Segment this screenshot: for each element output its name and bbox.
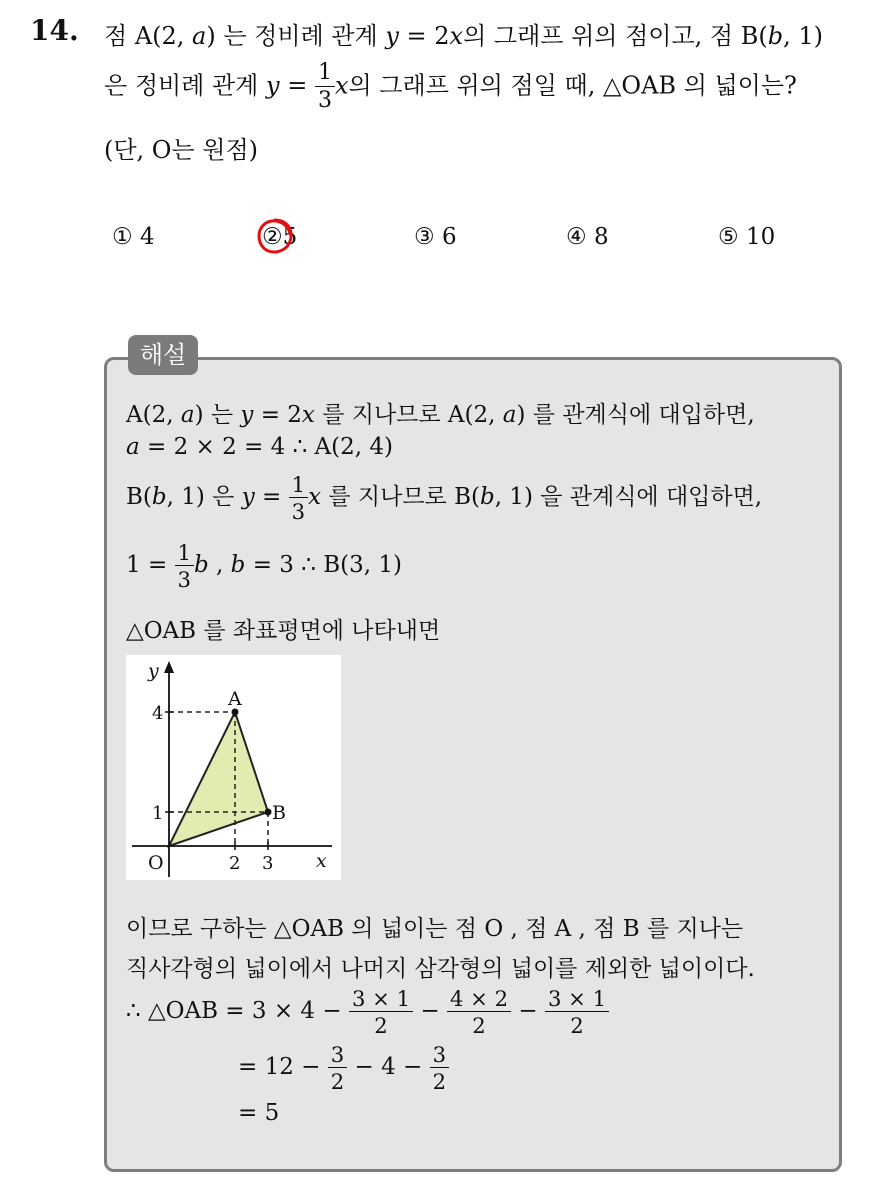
choice-marker: ①	[112, 224, 133, 250]
fraction: $\frac{3 \times 1}{2}$	[545, 988, 609, 1036]
label-tick-y1: 1	[152, 803, 164, 824]
fraction-one-third: $\frac{1}{3}$	[315, 62, 335, 112]
choice-value: 10	[745, 224, 776, 250]
choice-value: 8	[593, 224, 609, 250]
label-tick-x2: 2	[229, 853, 241, 874]
coordinate-graph	[126, 655, 341, 880]
solution-line-3: B(b, 1) 은 y = $\frac{1}{3}$ x 를 지나므로 B(b, 1) 을 관계식에 대입하면,	[126, 472, 763, 525]
label-point-a: A	[228, 688, 242, 710]
solution-tab-label: 해설	[128, 335, 198, 375]
calculation-line-1: ∴ △OAB = 3 × 4 − $\frac{3 \times 1}{2}$ − $\frac{4 \times 2}{2}$ − $\frac{3 \times 1}{2}$	[126, 988, 609, 1036]
choice-value: 6	[441, 224, 457, 250]
fraction: $\frac{3}{2}$	[430, 1044, 449, 1092]
triangle-oab	[169, 712, 268, 846]
choice-2[interactable]	[262, 224, 297, 250]
choice-marker: ④	[566, 224, 587, 250]
solution-line-5: △OAB 를 좌표평면에 나타내면	[126, 618, 441, 644]
choice-3[interactable]	[414, 224, 457, 250]
calculation-line-3: = 5	[238, 1100, 280, 1126]
solution-line-4: 1 = $\frac{1}{3}$ b , b = 3 ∴ B(3, 1)	[126, 540, 402, 593]
choice-1[interactable]	[112, 224, 155, 250]
label-tick-y4: 4	[152, 703, 164, 724]
choice-marker: ⑤	[718, 224, 739, 250]
graph-svg	[126, 655, 341, 880]
fraction: $\frac{3 \times 1}{2}$	[349, 988, 413, 1036]
solution-line-2: a = 2 × 2 = 4 ∴ A(2, 4)	[126, 434, 393, 460]
label-tick-x3: 3	[262, 853, 274, 874]
choice-5[interactable]	[718, 224, 775, 250]
choice-value: 4	[139, 224, 155, 250]
y-axis-arrow	[164, 661, 174, 673]
question-line-3: (단, O는 원점)	[104, 136, 259, 164]
label-origin: O	[148, 852, 164, 874]
solution-line-6: 이므로 구하는 △OAB 의 넓이는 점 O , 점 A , 점 B 를 지나는	[126, 916, 744, 942]
fraction: $\frac{3}{2}$	[328, 1044, 347, 1092]
fraction: $\frac{4 \times 2}{2}$	[447, 988, 511, 1036]
choice-4[interactable]	[566, 224, 609, 250]
choice-marker: ②	[262, 224, 283, 250]
solution-line-1: A(2, a) 는 y = 2x 를 지나므로 A(2, a) 를 관계식에 대입하면,	[126, 402, 755, 428]
calculation-line-2: = 12 − $\frac{3}{2}$ − 4 − $\frac{3}{2}$	[238, 1044, 449, 1092]
solution-line-7: 직사각형의 넓이에서 나머지 삼각형의 넓이를 제외한 넓이이다.	[126, 956, 755, 982]
answer-circle-mark	[253, 214, 297, 258]
label-x-axis: x	[316, 850, 327, 872]
question-line-1: 점 A(2, a) 는 정비례 관계 y = 2x의 그래프 위의 점이고, 점 B(b, 1)	[104, 22, 823, 50]
point-b-dot	[265, 809, 272, 816]
question-line-2: 은 정비례 관계 y = $\frac{1}{3}$ x의 그래프 위의 점일 때, △OAB 의 넓이는?	[104, 60, 797, 114]
fraction-one-third: $\frac{1}{3}$	[175, 542, 194, 590]
label-y-axis: y	[148, 660, 159, 682]
choice-marker: ③	[414, 224, 435, 250]
choice-value: 5	[282, 224, 298, 250]
label-point-b: B	[272, 802, 286, 824]
fraction-one-third: $\frac{1}{3}$	[289, 474, 308, 522]
question-number: 14.	[30, 14, 79, 47]
